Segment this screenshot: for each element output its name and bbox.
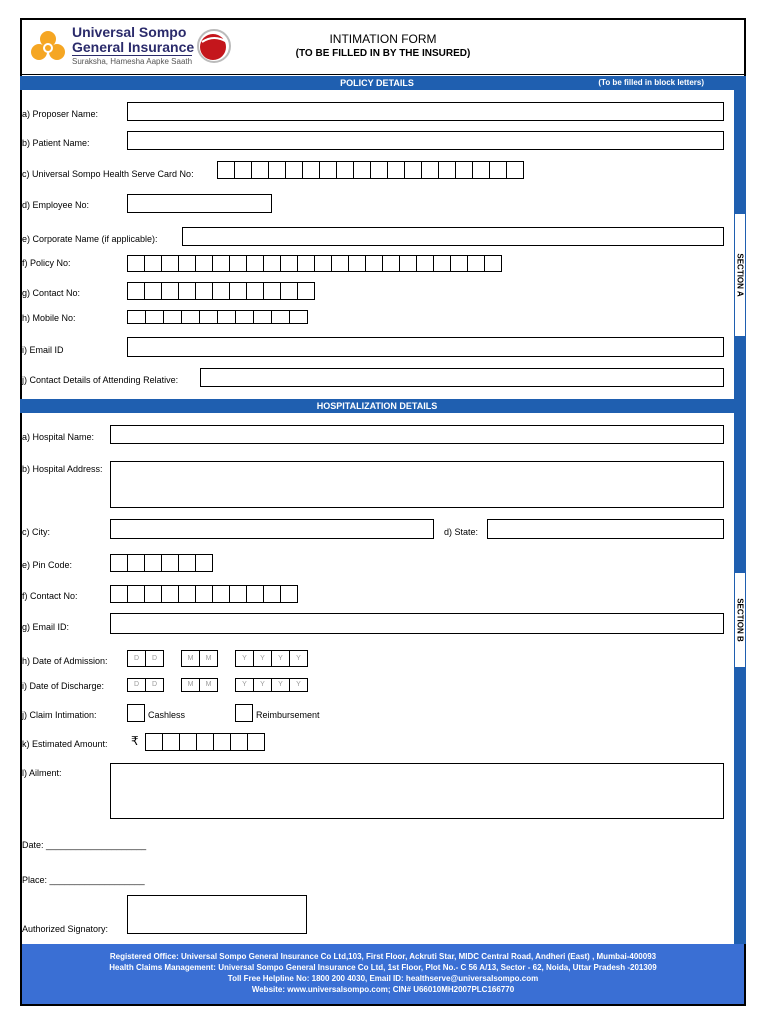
pin-code-label: e) Pin Code:	[22, 560, 73, 570]
brand-line1: Universal Sompo	[72, 24, 187, 40]
ailment-field[interactable]	[110, 763, 724, 819]
corporate-name-label: e) Corporate Name (if applicable):	[22, 234, 158, 244]
estimated-amount-label: k) Estimated Amount:	[22, 739, 108, 749]
section-a-tag	[734, 213, 746, 337]
reimbursement-label: Reimbursement	[256, 710, 320, 720]
hospitalization-details-heading: HOSPITALIZATION DETAILS	[316, 401, 438, 411]
brand-name	[72, 25, 194, 55]
admission-year-boxes[interactable]: Y Y Y Y	[235, 650, 308, 667]
pin-code-boxes[interactable]	[110, 554, 213, 572]
claim-intimation-label: j) Claim Intimation:	[22, 710, 97, 720]
cashless-checkbox[interactable]	[127, 704, 145, 722]
signatory-box[interactable]	[127, 895, 307, 934]
contact-no-boxes[interactable]	[127, 282, 315, 300]
section-rail-bottom	[734, 668, 746, 944]
reimbursement-checkbox[interactable]	[235, 704, 253, 722]
admission-day-boxes[interactable]: D D	[127, 650, 164, 667]
estimated-amount-boxes[interactable]	[145, 733, 265, 751]
footer-claims-office: Health Claims Management: Universal Sompo General Insurance Co Ltd, 1st Floor, Plot No.- C 56 A/13, Sector - 62, Noida, Uttar Pradesh -201309	[109, 963, 657, 972]
hospital-contact-no-label: f) Contact No:	[22, 591, 78, 601]
contact-no-label: g) Contact No:	[22, 288, 81, 298]
block-letters-note: (To be filled in block letters)	[598, 78, 704, 87]
section-a-label: SECTION A	[735, 253, 745, 297]
relative-contact-field[interactable]	[200, 368, 724, 387]
employee-no-label: d) Employee No:	[22, 200, 90, 210]
patient-name-label: b) Patient Name:	[22, 138, 90, 148]
section-rail-mid	[734, 337, 746, 572]
hospital-name-field[interactable]	[110, 425, 724, 444]
card-no-label: c) Universal Sompo Health Serve Card No:	[22, 169, 194, 179]
sompo-flower-logo-icon	[28, 28, 68, 68]
brand-tagline: Suraksha, Hamesha Aapke Saath	[72, 57, 193, 66]
patient-name-field[interactable]	[127, 131, 724, 150]
state-label: d) State:	[444, 527, 479, 537]
discharge-month-boxes[interactable]: M M	[181, 678, 218, 692]
discharge-date-label: i) Date of Discharge:	[22, 681, 105, 691]
footer-registered-office: Registered Office: Universal Sompo General Insurance Co Ltd,103, First Floor, Ackruti Star, MIDC Central Road, Andheri (East) , Mumbai-400093	[109, 952, 657, 961]
employee-no-field[interactable]	[127, 194, 272, 213]
form-title: INTIMATION FORM	[329, 32, 437, 46]
section-b-tag	[734, 572, 746, 668]
section-rail-top	[734, 76, 746, 213]
rupee-icon: ₹	[131, 734, 139, 748]
hospital-email-label: g) Email ID:	[22, 622, 70, 632]
sompo-ring-logo-icon	[196, 28, 232, 64]
signatory-label: Authorized Signatory:	[22, 924, 109, 934]
admission-date-label: h) Date of Admission:	[22, 656, 108, 666]
discharge-day-boxes[interactable]: D D	[127, 678, 164, 692]
email-id-field[interactable]	[127, 337, 724, 357]
hospital-contact-no-boxes[interactable]	[110, 585, 298, 603]
policy-no-label: f) Policy No:	[22, 258, 71, 268]
date-line[interactable]: Date: ____________________	[22, 840, 147, 850]
footer-helpline: Toll Free Helpline No: 1800 200 4030, Email ID: healthserve@universalsompo.com	[227, 974, 539, 983]
state-field[interactable]	[487, 519, 724, 539]
mobile-no-label: h) Mobile No:	[22, 313, 76, 323]
footer-website[interactable]: Website: www.universalsompo.com; CIN# U66010MH2007PLC166770	[251, 985, 515, 994]
relative-contact-label: j) Contact Details of Attending Relative:	[22, 375, 179, 385]
discharge-year-boxes[interactable]: Y Y Y Y	[235, 678, 308, 692]
hospitalization-details-bar	[20, 399, 734, 413]
cashless-label: Cashless	[148, 710, 186, 720]
section-b-label: SECTION B	[735, 598, 745, 642]
proposer-name-field[interactable]	[127, 102, 724, 121]
footer-address-block	[22, 944, 744, 1004]
brand-line2: General Insurance	[72, 39, 195, 55]
policy-details-heading: POLICY DETAILS	[340, 78, 414, 88]
brand-underline	[72, 55, 192, 56]
mobile-no-boxes[interactable]	[127, 310, 308, 324]
form-subtitle: (TO BE FILLED IN BY THE INSURED)	[295, 48, 471, 59]
proposer-name-label: a) Proposer Name:	[22, 109, 99, 119]
place-line[interactable]: Place: ___________________	[22, 875, 145, 885]
hospital-address-field[interactable]	[110, 461, 724, 508]
city-field[interactable]	[110, 519, 434, 539]
admission-month-boxes[interactable]: M M	[181, 650, 218, 667]
hospital-name-label: a) Hospital Name:	[22, 432, 95, 442]
email-id-label: i) Email ID	[22, 345, 64, 355]
policy-no-boxes[interactable]	[127, 255, 502, 272]
policy-details-bar	[20, 76, 734, 90]
ailment-label: l) Ailment:	[22, 768, 62, 778]
card-no-boxes[interactable]	[217, 161, 524, 179]
corporate-name-field[interactable]	[182, 227, 724, 246]
city-label: c) City:	[22, 527, 50, 537]
hospital-email-field[interactable]	[110, 613, 724, 634]
header-divider	[20, 74, 746, 75]
hospital-address-label: b) Hospital Address:	[22, 464, 103, 474]
